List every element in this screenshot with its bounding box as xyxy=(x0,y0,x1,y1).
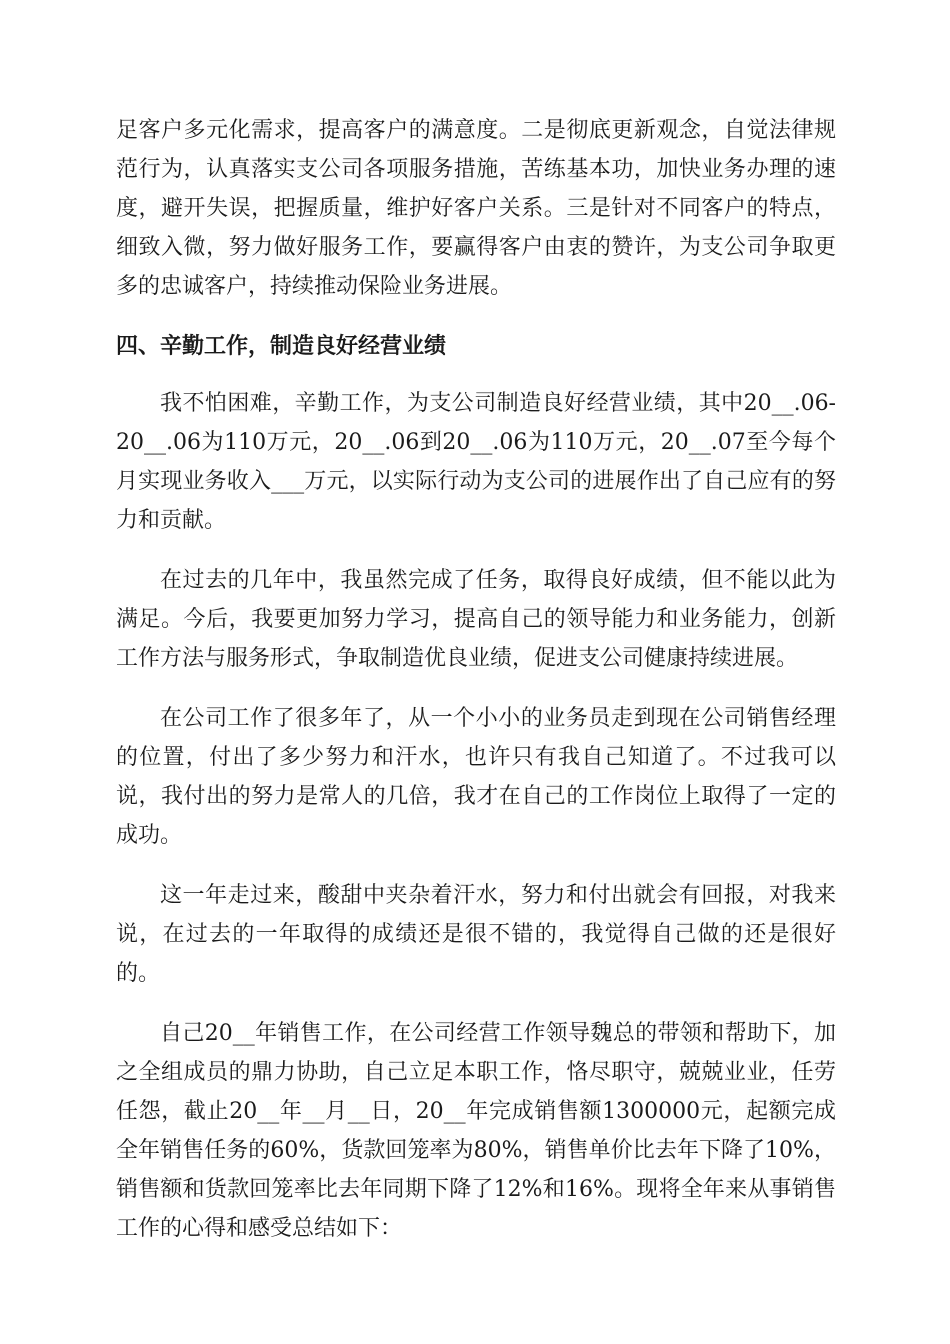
section-heading: 四、辛勤工作，制造良好经营业绩 xyxy=(116,334,447,359)
document-page xyxy=(116,111,836,1248)
paragraph-sales-summary: 自己20__年销售工作，在公司经营工作领导魏总的带领和帮助下，加之全组成员的鼎力协助，自己立足本职工作，恪尽职守，兢兢业业，任劳任怨，截止20__年__月__日，20__年完成销售额1300000元，起额完成全年销售任务的60%，货款回笼率为80%，销售单价比去年下降了10%，销售额和货款回笼率比去年同期下降了12%和16%。现将全年来从事销售工作的心得和感受总结如下： xyxy=(116,1021,836,1241)
paragraph-service-measures: 足客户多元化需求，提高客户的满意度。二是彻底更新观念，自觉法律规范行为，认真落实支公司各项服务措施，苦练基本功，加快业务办理的速度，避开失误，把握质量，维护好客户关系。三是针对不同客户的特点，细致入微，努力做好服务工作，要赢得客户由衷的赞许，为支公司争取更多的忠诚客户，持续推动保险业务进展。 xyxy=(116,118,836,299)
paragraph-future-plans: 在过去的几年中，我虽然完成了任务，取得良好成绩，但不能以此为满足。今后，我要更加努力学习，提高自己的领导能力和业务能力，创新工作方法与服务形式，争取制造优良业绩，促进支公司健康持续进展。 xyxy=(116,568,836,671)
paragraph-business-performance: 我不怕困难，辛勤工作，为支公司制造良好经营业绩，其中20__.06-20__.06为110万元，20__.06到20__.06为110万元，20__.07至今每个月实现业务收入___万元，以实际行动为支公司的进展作出了自己应有的努力和贡献。 xyxy=(116,391,836,533)
paragraph-career-path: 在公司工作了很多年了，从一个小小的业务员走到现在公司销售经理的位置，付出了多少努力和汗水，也许只有我自己知道了。不过我可以说，我付出的努力是常人的几倍，我才在自己的工作岗位上取得了一定的成功。 xyxy=(116,706,836,848)
paragraph-year-reflection: 这一年走过来，酸甜中夹杂着汗水，努力和付出就会有回报，对我来说，在过去的一年取得的成绩还是很不错的，我觉得自己做的还是很好的。 xyxy=(116,883,836,986)
